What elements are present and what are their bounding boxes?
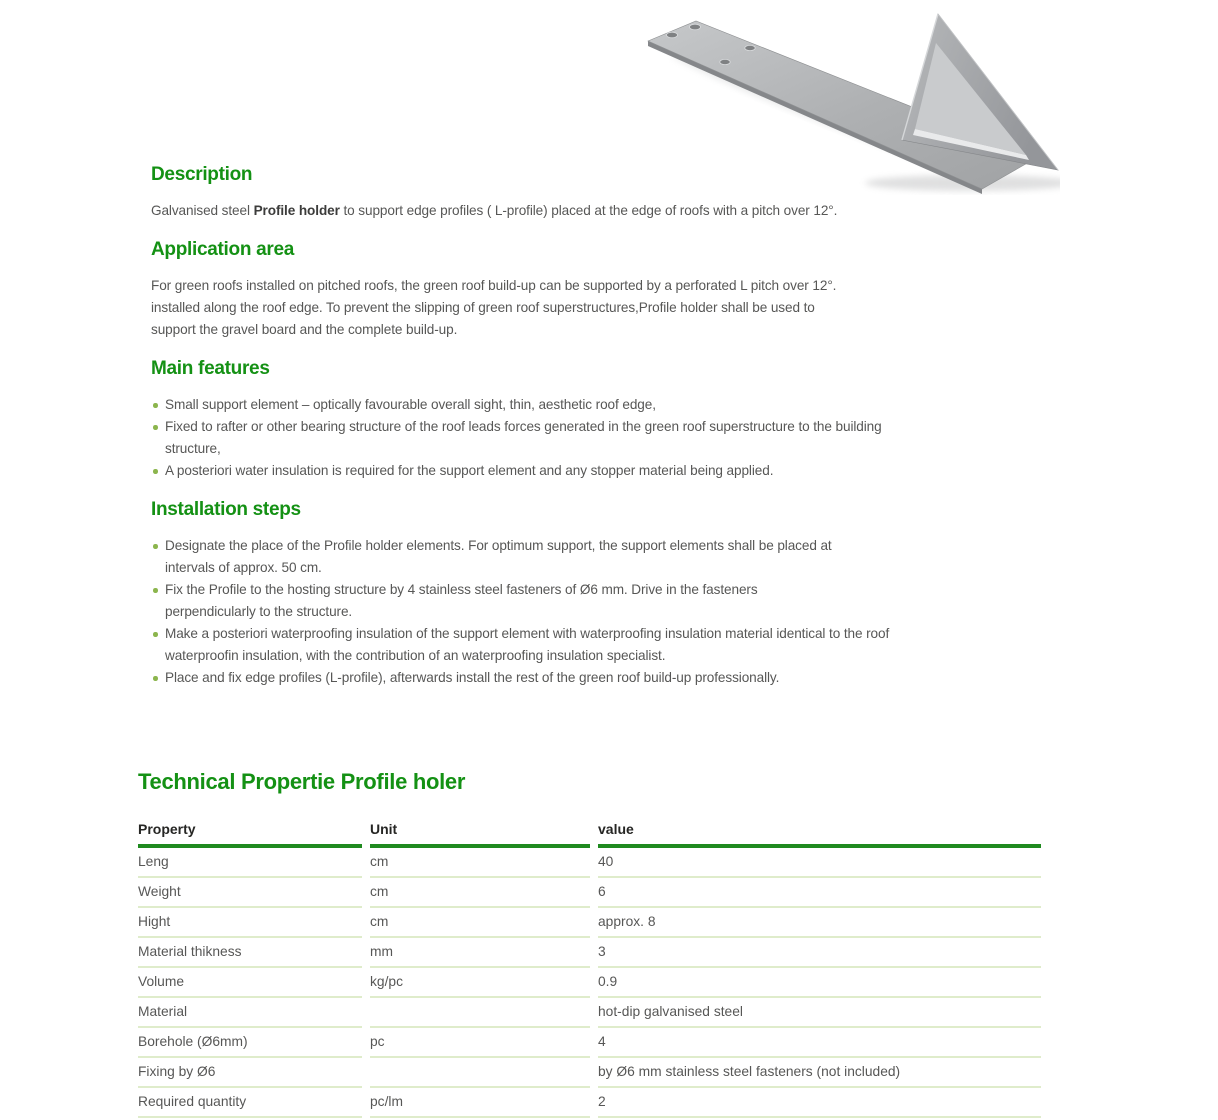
- cell-property: Material thikness: [138, 938, 362, 968]
- text-segment: to support edge profiles ( L-profile) placed at the edge of roofs with a pitch over 12°.: [339, 203, 838, 218]
- section-installation-steps: [151, 498, 1046, 689]
- cell-unit: [370, 998, 590, 1028]
- cell-property: Volume: [138, 968, 362, 998]
- table-row: [138, 878, 1041, 908]
- cell-unit: cm: [370, 848, 590, 878]
- bullet-item: [151, 394, 1046, 416]
- table-row: [138, 1058, 1041, 1088]
- text-line: Fixed to rafter or other bearing structure of the roof leads forces generated in the green roof superstructure to the building: [165, 419, 882, 434]
- cell-value: 3: [598, 938, 1041, 968]
- text-line: A posteriori water insulation is required for the support element and any stopper material being applied.: [165, 463, 774, 478]
- bullet-item: [151, 623, 1046, 667]
- text-sections: [151, 163, 1046, 689]
- paragraph: [151, 200, 1046, 222]
- text-line: waterproofin insulation, with the contribution of an waterproofing insulation specialist.: [165, 648, 666, 663]
- cell-value: 2: [598, 1088, 1041, 1118]
- text-line: For green roofs installed on pitched roofs, the green roof build-up can be supported by a perforated L pitch over 12°.: [151, 278, 837, 293]
- cell-value: by Ø6 mm stainless steel fasteners (not included): [598, 1058, 1041, 1088]
- table-row: [138, 1088, 1041, 1118]
- text-line: installed along the roof edge. To prevent the slipping of green roof superstructures,Profile holder shall be used to: [151, 300, 815, 315]
- column-header-property: Property: [138, 821, 362, 848]
- section-application-area: [151, 238, 1046, 341]
- bullet-item: [151, 416, 1046, 460]
- technical-properties-section: [138, 768, 1041, 1118]
- text-segment: Galvanised steel: [151, 203, 254, 218]
- cell-value: approx. 8: [598, 908, 1041, 938]
- cell-property: Borehole (Ø6mm): [138, 1028, 362, 1058]
- cell-unit: cm: [370, 908, 590, 938]
- text-line: Small support element – optically favourable overall sight, thin, aesthetic roof edge,: [165, 397, 656, 412]
- content-column: [151, 155, 1046, 689]
- section-heading-main-features: Main features: [151, 358, 270, 379]
- bullet-item: [151, 667, 1046, 689]
- column-header-unit: Unit: [370, 821, 590, 848]
- cell-unit: cm: [370, 878, 590, 908]
- cell-property: Weight: [138, 878, 362, 908]
- cell-value: 4: [598, 1028, 1041, 1058]
- bullet-item: [151, 460, 1046, 482]
- text-line: support the gravel board and the complete build-up.: [151, 322, 458, 337]
- table-row: [138, 1028, 1041, 1058]
- cell-property: Material: [138, 998, 362, 1028]
- cell-unit: [370, 1058, 590, 1088]
- cell-property: Required quantity: [138, 1088, 362, 1118]
- table-header-row: [138, 821, 1041, 848]
- text-line: Fix the Profile to the hosting structure by 4 stainless steel fasteners of Ø6 mm. Drive in the fasteners: [165, 582, 758, 597]
- paragraph: [151, 275, 1046, 341]
- cell-property: Leng: [138, 848, 362, 878]
- section-heading-application-area: Application area: [151, 239, 295, 260]
- text-line: Designate the place of the Profile holder elements. For optimum support, the support elements shall be placed at: [165, 538, 832, 553]
- cell-value: hot-dip galvanised steel: [598, 998, 1041, 1028]
- text-line: intervals of approx. 50 cm.: [165, 560, 322, 575]
- cell-property: Fixing by Ø6: [138, 1058, 362, 1088]
- section-description: [151, 163, 1046, 222]
- section-main-features: [151, 357, 1046, 482]
- table-row: [138, 848, 1041, 878]
- table-row: [138, 998, 1041, 1028]
- table-body: [138, 848, 1041, 1118]
- technical-properties-title: Technical Propertie Profile holer: [138, 769, 466, 794]
- bullet-list: [151, 535, 1046, 689]
- bullet-item: [151, 535, 1046, 579]
- column-header-value: value: [598, 821, 1041, 848]
- bullet-item: [151, 579, 1046, 623]
- section-heading-description: Description: [151, 164, 253, 185]
- cell-value: 0.9: [598, 968, 1041, 998]
- cell-unit: mm: [370, 938, 590, 968]
- text-line: Place and fix edge profiles (L-profile), afterwards install the rest of the green roof build-up professionally.: [165, 670, 780, 685]
- cell-unit: kg/pc: [370, 968, 590, 998]
- cell-property: Hight: [138, 908, 362, 938]
- text-line: Make a posteriori waterproofing insulation of the support element with waterproofing insulation material identical to the roof: [165, 626, 890, 641]
- text-line: structure,: [165, 441, 221, 456]
- bold-text: Profile holder: [253, 203, 340, 218]
- table-row: [138, 938, 1041, 968]
- cell-value: 6: [598, 878, 1041, 908]
- table-row: [138, 968, 1041, 998]
- cell-unit: pc/lm: [370, 1088, 590, 1118]
- technical-properties-table: [138, 821, 1041, 1118]
- table-row: [138, 908, 1041, 938]
- bullet-list: [151, 394, 1046, 482]
- text-line: perpendicularly to the structure.: [165, 604, 353, 619]
- section-heading-installation-steps: Installation steps: [151, 499, 301, 520]
- cell-unit: pc: [370, 1028, 590, 1058]
- cell-value: 40: [598, 848, 1041, 878]
